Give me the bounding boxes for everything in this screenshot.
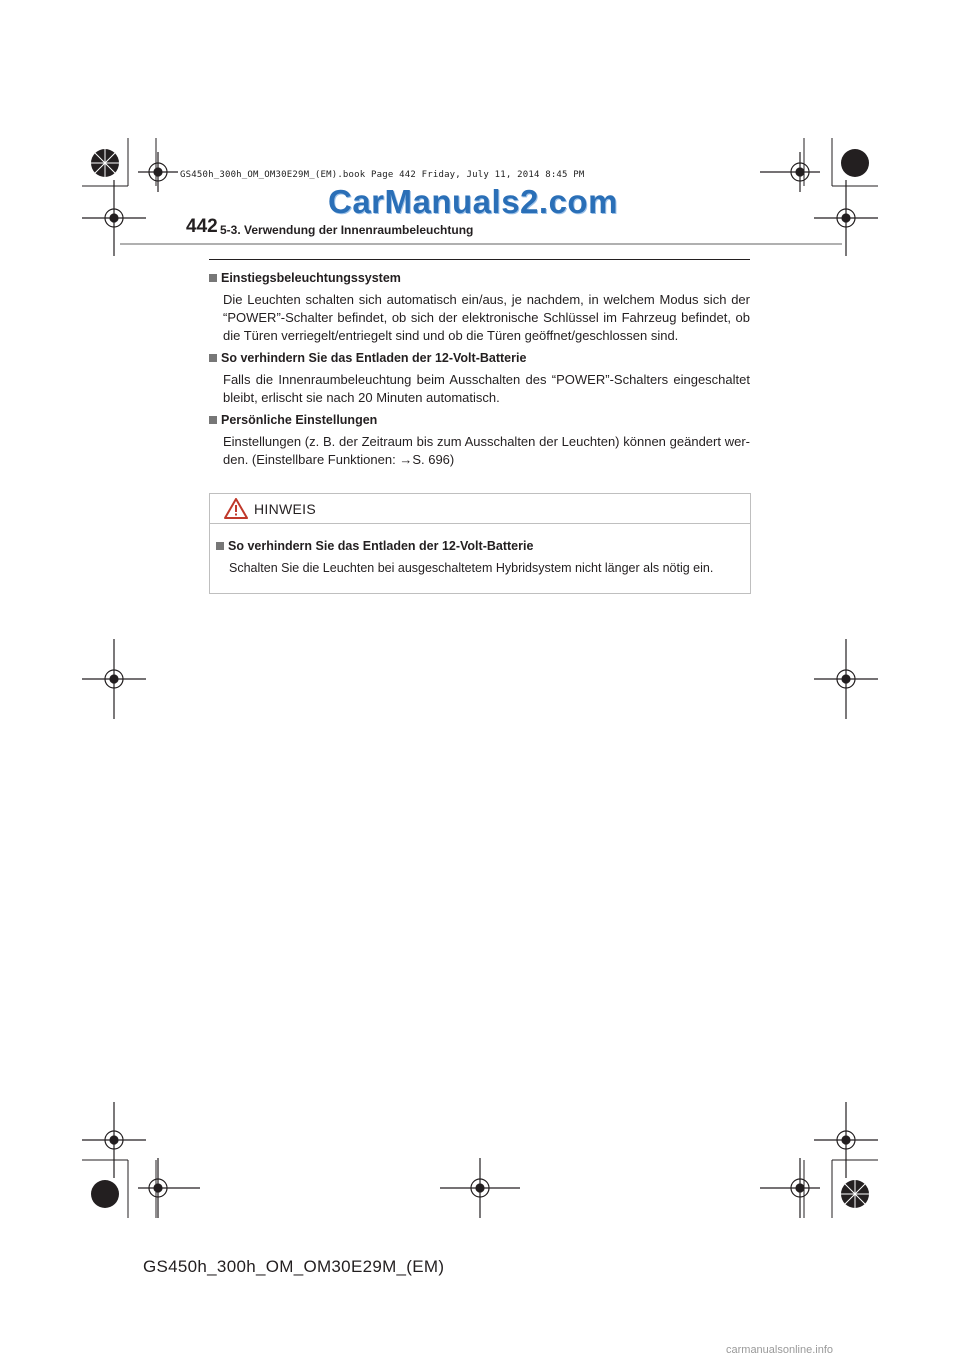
- footer-watermark: carmanualsonline.info: [726, 1344, 834, 1356]
- section-einstellungen: [209, 411, 750, 469]
- notice-item-text: Schalten Sie die Leuchten bei ausgeschaltetem Hybridsystem nicht länger als nötig ein.: [229, 561, 714, 575]
- notice-title: HINWEIS: [254, 500, 316, 517]
- section-text: Falls die Innenraumbeleuchtung beim Ausschalten des “POWER”-Schalters eingeschaltet bleibt, erlischt sie nach 20 Minuten automatisch.: [223, 372, 750, 405]
- square-bullet-icon: [209, 274, 217, 282]
- square-bullet-icon: [216, 542, 224, 550]
- section-heading: Persönliche Einstellungen: [221, 413, 378, 427]
- notice-body: [210, 524, 750, 577]
- notice-item-heading: So verhindern Sie das Entladen der 12-Volt-Batterie: [228, 539, 534, 553]
- section-heading: Einstiegsbeleuchtungssystem: [221, 271, 401, 285]
- page-number: 442: [186, 216, 218, 237]
- square-bullet-icon: [209, 416, 217, 424]
- watermark-logo: CarManuals2.com: [328, 183, 618, 220]
- footer-document-code: GS450h_300h_OM_OM30E29M_(EM): [143, 1257, 445, 1276]
- book-info-line: GS450h_300h_OM_OM30E29M_(EM).book Page 442 Friday, July 11, 2014 8:45 PM: [180, 170, 585, 180]
- square-bullet-icon: [209, 354, 217, 362]
- header-divider: [120, 243, 842, 245]
- content-area: [209, 269, 750, 473]
- warning-triangle-icon: [224, 498, 248, 519]
- content-top-rule: [209, 259, 750, 260]
- section-einstieg: [209, 269, 750, 345]
- notice-header: [210, 494, 750, 524]
- section-text: Einstellungen (z. B. der Zeitraum bis zum Ausschalten der Leuchten) können geändert wer-den. (Einstellbare Funktionen: →S. 696): [223, 434, 750, 467]
- section-batterie: [209, 349, 750, 407]
- notice-box: [209, 493, 751, 594]
- section-heading: So verhindern Sie das Entladen der 12-Volt-Batterie: [221, 351, 527, 365]
- section-text: Die Leuchten schalten sich automatisch ein/aus, je nachdem, in welchem Modus sich der “POWER”-Schalter befindet, ob sich der elektronische Schlüssel im Fahrzeug befindet, ob die Türen verriegelt/entriegelt sind und ob die Türen geöffnet/geschlossen sind.: [223, 292, 750, 343]
- section-title: 5-3. Verwendung der Innenraumbeleuchtung: [220, 223, 474, 237]
